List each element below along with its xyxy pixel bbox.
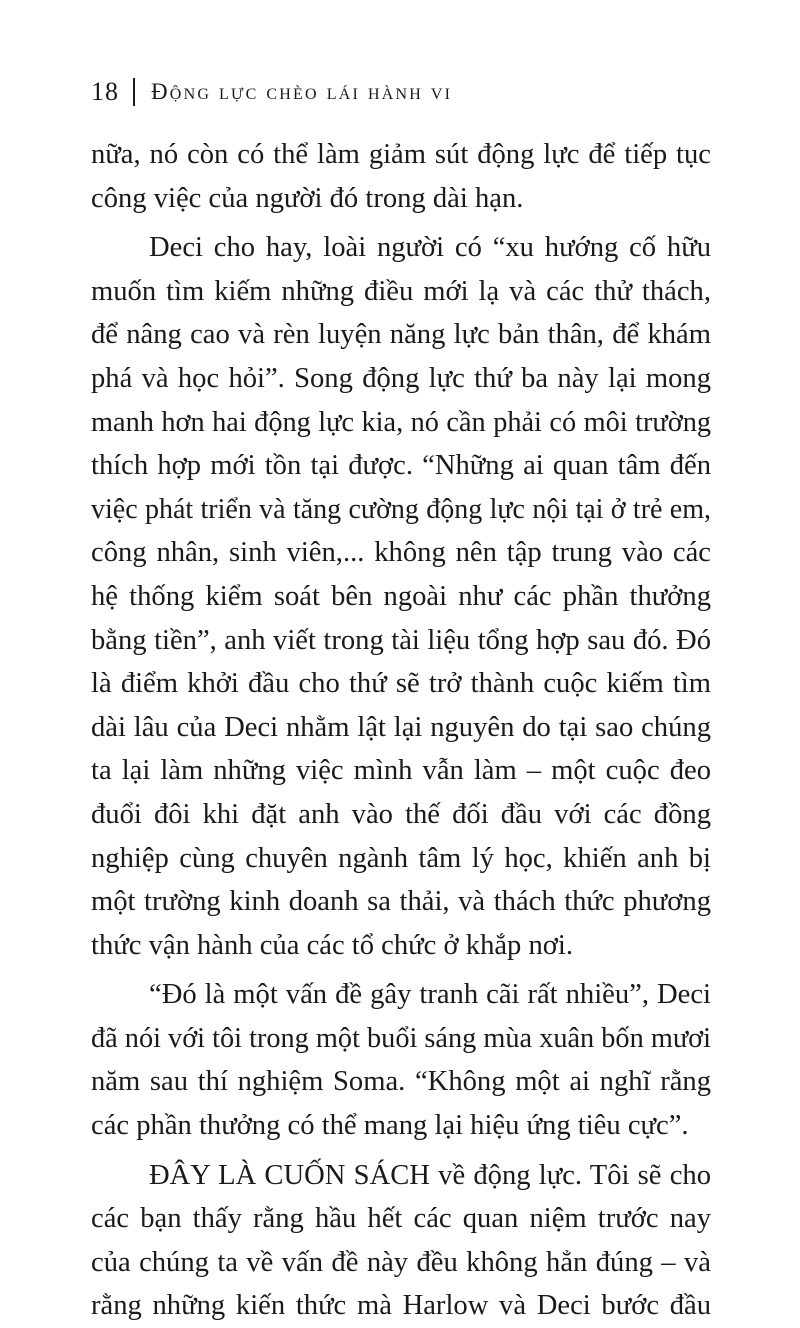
text-line: nữa, nó còn có thể làm giảm sút động lực để tiếp tục: [91, 139, 711, 170]
text-line: [91, 1154, 711, 1198]
text-line: của chúng ta về vấn đề này đều không hẳn đúng – và: [91, 1246, 711, 1278]
text-line: thích hợp mới tồn tại được. “Những ai quan tâm đến: [91, 450, 711, 482]
text-line: bằng tiền”, anh viết trong tài liệu tổng hợp sau đó. Đó: [91, 624, 711, 656]
chapter-title: Động lực chèo lái hành vi: [151, 79, 453, 104]
text-line: hệ thống kiểm soát bên ngoài như các phần thưởng: [91, 580, 711, 612]
header-separator: [133, 78, 135, 106]
text-line: rằng những kiến thức mà Harlow và Deci bước đầu: [91, 1290, 711, 1322]
running-head: [91, 74, 452, 110]
text-fragment: về động lực. Tôi sẽ cho: [429, 1159, 711, 1191]
text-line: để nâng cao và rèn luyện năng lực bản thân, để khám: [91, 319, 711, 351]
text-line: “Đó là một vấn đề gây tranh cãi rất nhiều”, Deci: [149, 979, 711, 1011]
body-text: [91, 133, 711, 1328]
paragraph: [91, 133, 711, 220]
text-line: năm sau thí nghiệm Soma. “Không một ai nghĩ rằng: [91, 1066, 711, 1098]
text-line: việc phát triển và tăng cường động lực nội tại ở trẻ em,: [91, 493, 711, 525]
text-line: nghiệp cùng chuyên ngành tâm lý học, khiến anh bị: [91, 842, 711, 874]
text-line: phá và học hỏi”. Song động lực thứ ba này lại mong: [91, 362, 711, 394]
text-line: các bạn thấy rằng hầu hết các quan niệm trước nay: [91, 1203, 711, 1235]
paragraph: [91, 226, 711, 967]
paragraph: [91, 1154, 711, 1328]
text-line: công nhân, sinh viên,... không nên tập trung vào các: [91, 537, 711, 569]
text-line: đã nói với tôi trong một buổi sáng mùa xuân bốn mươi: [91, 1022, 711, 1054]
paragraph: [91, 973, 711, 1147]
section-lead-in: ĐÂY LÀ CUỐN SÁCH: [149, 1159, 430, 1191]
page-number: 18: [91, 77, 119, 106]
text-line: dài lâu của Deci nhằm lật lại nguyên do tại sao chúng: [91, 711, 711, 743]
text-line: đuổi đôi khi đặt anh vào thế đối đầu với các đồng: [91, 798, 711, 830]
text-line: manh hơn hai động lực kia, nó cần phải có môi trường: [91, 406, 711, 438]
text-line: thức vận hành của các tổ chức ở khắp nơi.: [91, 929, 574, 961]
text-line: công việc của người đó trong dài hạn.: [91, 182, 524, 214]
text-line: muốn tìm kiếm những điều mới lạ và các thử thách,: [91, 275, 711, 307]
text-line: ta lại làm những việc mình vẫn làm – một cuộc đeo: [91, 755, 711, 787]
text-line: một trường kinh doanh sa thải, và thách thức phương: [91, 886, 711, 918]
text-line: Deci cho hay, loài người có “xu hướng cố hữu: [149, 232, 711, 264]
text-line: các phần thưởng có thể mang lại hiệu ứng tiêu cực”.: [91, 1110, 689, 1142]
text-line: là điểm khởi đầu cho thứ sẽ trở thành cuộc kiếm tìm: [91, 668, 711, 700]
